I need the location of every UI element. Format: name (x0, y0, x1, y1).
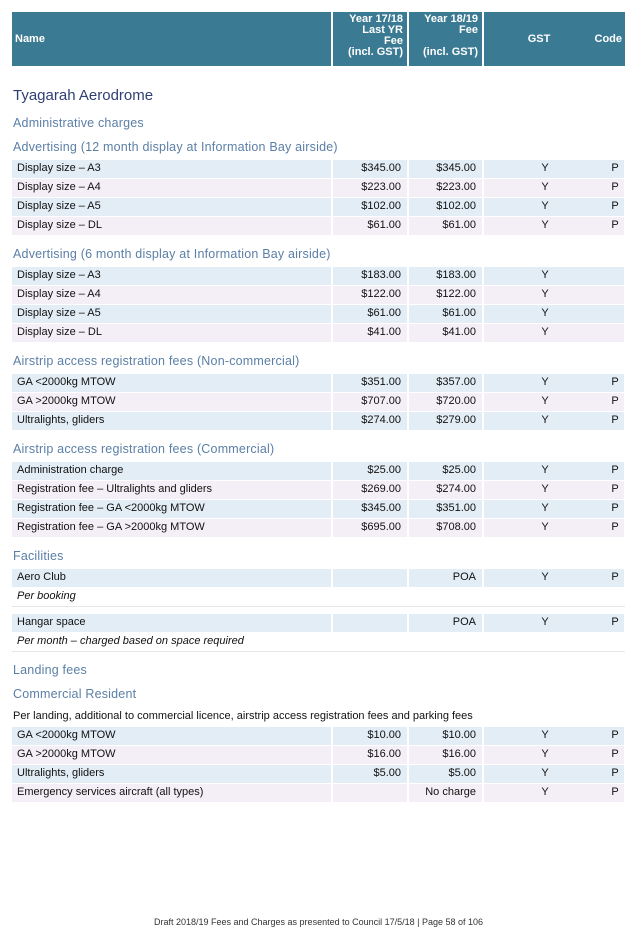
fee-name: Aero Club (12, 569, 331, 587)
pricing-code: P (611, 219, 619, 231)
gst-code-cell (484, 746, 624, 764)
pricing-code: P (611, 200, 619, 212)
gst-flag: Y (541, 616, 549, 628)
category-note: Per landing, additional to commercial licence, airstrip access registration fees and parking fees (13, 710, 473, 722)
table-row (12, 266, 625, 285)
fee-name: Display size – A4 (12, 179, 331, 197)
pricing-code: P (611, 376, 619, 388)
fee-name: Registration fee – Ultralights and gliders (12, 481, 331, 499)
table-row (12, 568, 625, 587)
header-text: Year 17/18 (349, 13, 403, 25)
fee-name: Display size – A3 (12, 267, 331, 285)
gst-flag: Y (541, 219, 549, 231)
table-row (12, 461, 625, 480)
fee-name: Display size – A5 (12, 198, 331, 216)
gst-flag: Y (541, 521, 549, 533)
current-year-fee: $16.00 (409, 746, 482, 764)
gst-flag: Y (541, 464, 549, 476)
last-year-fee: $41.00 (333, 324, 407, 342)
fee-rows (12, 568, 625, 587)
category-heading: Airstrip access registration fees (Non-commercial) (13, 354, 300, 368)
gst-code-cell (484, 179, 624, 197)
last-year-fee: $61.00 (333, 217, 407, 235)
pricing-code (606, 324, 624, 342)
gst-code-cell (484, 614, 624, 632)
current-year-fee: $5.00 (409, 765, 482, 783)
fee-rows (12, 726, 625, 802)
fee-name: Emergency services aircraft (all types) (12, 784, 331, 802)
gst-flag: Y (541, 162, 549, 174)
header-text: (incl. GST) (423, 46, 478, 58)
fees-content (12, 82, 625, 809)
fee-name: GA >2000kg MTOW (12, 393, 331, 411)
gst-code-cell (484, 198, 624, 216)
last-year-fee: $10.00 (333, 727, 407, 745)
current-year-fee: $274.00 (409, 481, 482, 499)
current-year-fee: POA (409, 614, 482, 632)
header-code: Code (594, 12, 625, 66)
table-row (12, 197, 625, 216)
gst-code-cell (484, 727, 624, 745)
table-row (12, 726, 625, 745)
last-year-fee: $25.00 (333, 462, 407, 480)
table-row (12, 304, 625, 323)
table-row (12, 745, 625, 764)
gst-flag: Y (541, 571, 549, 583)
gst-flag: Y (541, 502, 549, 514)
table-row (12, 480, 625, 499)
fee-name: GA <2000kg MTOW (12, 374, 331, 392)
gst-flag: Y (541, 200, 549, 212)
header-text: Last YR (362, 24, 403, 36)
pricing-code: P (611, 767, 619, 779)
current-year-fee: $183.00 (409, 267, 482, 285)
gst-flag: Y (541, 269, 549, 281)
current-year-fee: $122.00 (409, 286, 482, 304)
last-year-fee: $183.00 (333, 267, 407, 285)
header-text: Year 18/19 (424, 13, 478, 25)
fee-rows (12, 266, 625, 342)
pricing-code: P (611, 786, 619, 798)
header-gst: GST (484, 12, 594, 66)
current-year-fee: $223.00 (409, 179, 482, 197)
header-text: Fee (384, 35, 403, 47)
pricing-code: P (611, 162, 619, 174)
fee-rows (12, 159, 625, 235)
current-year-fee: $10.00 (409, 727, 482, 745)
gst-code-cell (484, 393, 624, 411)
gst-flag: Y (541, 307, 549, 319)
pricing-code (606, 267, 624, 285)
fee-name: Display size – DL (12, 324, 331, 342)
pricing-code: P (611, 521, 619, 533)
header-last-year-fee (333, 12, 407, 66)
gst-flag: Y (541, 786, 549, 798)
gst-code-cell (484, 160, 624, 178)
current-year-fee: $41.00 (409, 324, 482, 342)
gst-flag: Y (541, 376, 549, 388)
last-year-fee: $274.00 (333, 412, 407, 430)
gst-flag: Y (541, 181, 549, 193)
last-year-fee: $122.00 (333, 286, 407, 304)
last-year-fee (333, 784, 407, 802)
gst-code-cell (484, 481, 624, 499)
fee-name: Registration fee – GA >2000kg MTOW (12, 519, 331, 537)
gst-code-cell (484, 305, 624, 323)
pricing-code: P (611, 181, 619, 193)
pricing-code: P (611, 483, 619, 495)
gst-code-cell (484, 569, 624, 587)
current-year-fee: $279.00 (409, 412, 482, 430)
last-year-fee: $351.00 (333, 374, 407, 392)
last-year-fee: $345.00 (333, 160, 407, 178)
pricing-code: P (611, 571, 619, 583)
pricing-code: P (611, 395, 619, 407)
pricing-code: P (611, 502, 619, 514)
gst-code-cell (484, 286, 624, 304)
gst-flag: Y (541, 395, 549, 407)
gst-flag: Y (541, 414, 549, 426)
fee-name: Ultralights, gliders (12, 412, 331, 430)
category-heading: Advertising (6 month display at Information Bay airside) (13, 247, 331, 261)
last-year-fee: $269.00 (333, 481, 407, 499)
fee-rows (12, 461, 625, 537)
last-year-fee: $16.00 (333, 746, 407, 764)
last-year-fee: $345.00 (333, 500, 407, 518)
last-year-fee: $695.00 (333, 519, 407, 537)
pricing-code (606, 305, 624, 323)
last-year-fee: $5.00 (333, 765, 407, 783)
gst-code-cell (484, 374, 624, 392)
current-year-fee: $61.00 (409, 305, 482, 323)
fee-name: GA >2000kg MTOW (12, 746, 331, 764)
last-year-fee: $61.00 (333, 305, 407, 323)
current-year-fee: $102.00 (409, 198, 482, 216)
gst-code-cell (484, 412, 624, 430)
current-year-fee: POA (409, 569, 482, 587)
fee-name: Display size – DL (12, 217, 331, 235)
current-year-fee: $708.00 (409, 519, 482, 537)
current-year-fee: No charge (409, 784, 482, 802)
pricing-code (606, 286, 624, 304)
fee-rows (12, 613, 625, 632)
gst-flag: Y (541, 288, 549, 300)
table-row (12, 216, 625, 235)
table-row (12, 783, 625, 802)
page-title: Tyagarah Aerodrome (13, 87, 154, 104)
pricing-code: P (611, 616, 619, 628)
category-heading: Landing fees (13, 663, 87, 677)
pricing-code: P (611, 748, 619, 760)
fee-name: Registration fee – GA <2000kg MTOW (12, 500, 331, 518)
category-heading: Administrative charges (13, 116, 144, 130)
fee-name: Display size – A3 (12, 160, 331, 178)
gst-code-cell (484, 500, 624, 518)
row-note: Per month – charged based on space required (12, 632, 625, 652)
current-year-fee: $357.00 (409, 374, 482, 392)
table-row (12, 159, 625, 178)
table-row (12, 285, 625, 304)
category-heading: Facilities (13, 549, 64, 563)
last-year-fee: $707.00 (333, 393, 407, 411)
current-year-fee: $61.00 (409, 217, 482, 235)
gst-code-cell (484, 217, 624, 235)
gst-flag: Y (541, 767, 549, 779)
gst-flag: Y (541, 729, 549, 741)
fee-name: Hangar space (12, 614, 331, 632)
current-year-fee: $351.00 (409, 500, 482, 518)
pricing-code: P (611, 464, 619, 476)
fee-name: GA <2000kg MTOW (12, 727, 331, 745)
fee-name: Administration charge (12, 462, 331, 480)
category-heading: Commercial Resident (13, 687, 137, 701)
fee-name: Ultralights, gliders (12, 765, 331, 783)
gst-code-cell (484, 519, 624, 537)
row-note: Per booking (12, 587, 625, 607)
table-row (12, 392, 625, 411)
gst-code-cell (484, 324, 624, 342)
table-row (12, 499, 625, 518)
header-text: (incl. GST) (348, 46, 403, 58)
table-row (12, 613, 625, 632)
gst-code-cell (484, 462, 624, 480)
current-year-fee: $345.00 (409, 160, 482, 178)
header-text: Fee (459, 24, 478, 36)
current-year-fee: $25.00 (409, 462, 482, 480)
fee-rows (12, 373, 625, 430)
table-row (12, 518, 625, 537)
last-year-fee (333, 569, 407, 587)
page-footer: Draft 2018/19 Fees and Charges as presented to Council 17/5/18 | Page 58 of 106 (153, 917, 484, 927)
gst-flag: Y (541, 483, 549, 495)
table-row (12, 764, 625, 783)
fee-name: Display size – A5 (12, 305, 331, 323)
fee-name: Display size – A4 (12, 286, 331, 304)
category-heading: Advertising (12 month display at Information Bay airside) (13, 140, 338, 154)
gst-code-cell (484, 267, 624, 285)
table-row (12, 411, 625, 430)
gst-flag: Y (541, 326, 549, 338)
last-year-fee: $223.00 (333, 179, 407, 197)
category-heading: Airstrip access registration fees (Commercial) (13, 442, 275, 456)
last-year-fee: $102.00 (333, 198, 407, 216)
pricing-code: P (611, 729, 619, 741)
gst-flag: Y (541, 748, 549, 760)
table-row (12, 178, 625, 197)
table-row (12, 323, 625, 342)
gst-code-cell (484, 765, 624, 783)
header-name: Name (12, 12, 331, 66)
pricing-code: P (611, 414, 619, 426)
table-row (12, 373, 625, 392)
current-year-fee: $720.00 (409, 393, 482, 411)
gst-code-cell (484, 784, 624, 802)
header-current-year-fee (409, 12, 482, 66)
last-year-fee (333, 614, 407, 632)
